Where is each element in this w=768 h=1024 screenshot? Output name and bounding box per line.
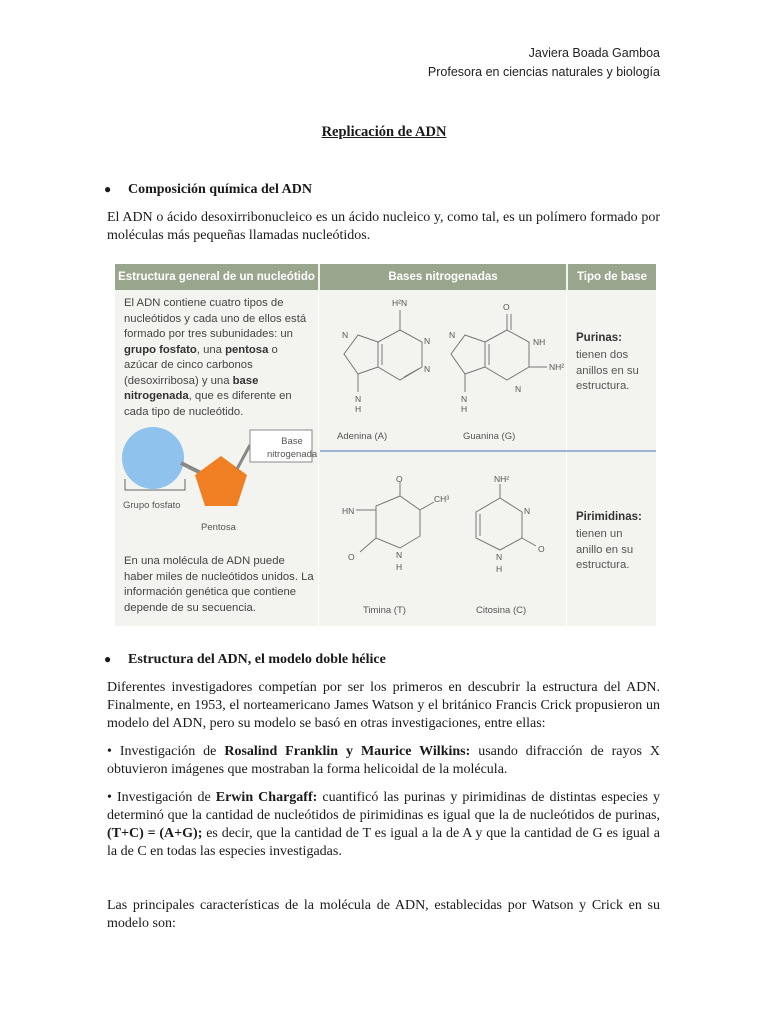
svg-text:N: N [496,552,503,562]
svg-text:NH: NH [533,337,546,347]
label-pentosa: Pentosa [201,522,236,533]
adenine-structure [320,292,450,422]
row-divider [320,450,656,452]
bullet-icon: ● [104,652,112,666]
phosphate-circle [122,427,184,489]
svg-text:N: N [461,394,468,404]
bullet-icon: ● [104,182,112,196]
section2-heading-text: Estructura del ADN, el modelo doble hélice [128,652,386,667]
svg-text:N: N [424,364,431,374]
author-role: Profesora en ciencias naturales y biología [427,65,660,79]
svg-text:NH²: NH² [494,476,510,484]
label-fosfato: Grupo fosfato [123,500,181,511]
nucleotide-intro: El ADN contiene cuatro tipos de nucleótidos y cada uno de ellos está formado por tres subunidades: un grupo fosfato, una pentosa o azúcar de cinco carbonos (desoxirribosa) y una base nitrogenada, que es diferente en cada tipo de nucleótido. [124,297,307,418]
figure-header-structure: Estructura general de un nucleótido [115,264,318,290]
svg-text:O: O [503,302,510,312]
column-divider [318,290,319,626]
cytosine-structure [450,476,565,601]
svg-text:H: H [396,562,403,572]
author-block [428,44,660,82]
figure-header-type: Tipo de base [568,264,656,290]
svg-text:CH³: CH³ [434,494,450,504]
section2-paragraph-chargaff: • Investigación de Erwin Chargaff: cuantificó las purinas y pirimidinas de distintas especies y determinó que la cantidad de nucleótidos de pirimidinas es igual que la de nucleótidos de purinas, (T+C) = (A+G); es decir, que la cantidad de T es igual a la de A y que la cantidad de G es igual a la de C en todas las especies investigadas. [107,790,660,859]
section2-paragraph-1: Diferentes investigadores competían por ser los primeros en descubrir la estructura del ADN. Finalmente, en 1953, el norteamericano James Watson y el británico Francis Crick propusieron un modelo del ADN, pero su modelo se basó en otras investigaciones, entre ellas: [107,680,660,731]
svg-text:H²N: H²N [392,298,408,308]
section1-paragraph: El ADN o ácido desoxirribonucleico es un ácido nucleico y, como tal, es un polímero formado por moléculas más pequeñas llamadas nucleótidos. [107,210,660,243]
timina-label: Timina (T) [363,605,406,616]
adenina-label: Adenina (A) [337,431,388,442]
svg-text:H: H [461,404,468,414]
document-title: Replicación de ADN [321,124,447,140]
svg-text:O: O [396,476,403,484]
svg-text:HN: HN [342,506,355,516]
svg-text:N: N [515,384,522,394]
pirimidinas-title: Pirimidinas: [576,511,642,523]
svg-text:N: N [342,330,349,340]
section1-heading [104,182,312,198]
svg-text:O: O [348,552,355,562]
author-name: Javiera Boada Gamboa [528,46,660,60]
svg-text:N: N [424,336,431,346]
purinas-text: tienen dos anillos en su estructura. [576,349,639,392]
svg-text:O: O [538,544,545,554]
pirimidinas-text: tienen un anillo en su estructura. [576,528,634,571]
nucleotide-figure [115,264,656,626]
figure-header-bases: Bases nitrogenadas [320,264,566,290]
guanine-structure [435,292,570,422]
svg-text:H: H [496,564,503,574]
section2-paragraph-franklin: • Investigación de Rosalind Franklin y Maurice Wilkins: usando difracción de rayos X obtuvieron imágenes que mostraban la forma helicoidal de la molécula. [107,744,660,777]
section2-heading [104,652,386,668]
guanina-label: Guanina (G) [463,431,516,442]
svg-text:N: N [449,330,456,340]
section1-heading-text: Composición química del ADN [128,182,312,197]
nucleotide-outro: En una molécula de ADN puede haber miles de nucleótidos unidos. La información genética que contiene depende de su secuencia. [124,555,314,614]
svg-text:N: N [524,506,531,516]
section2-paragraph-4: Las principales características de la molécula de ADN, establecidas por Watson y Crick en su modelo son: [107,898,660,931]
purinas-title: Purinas: [576,332,623,344]
svg-text:N: N [355,394,362,404]
svg-text:NH²: NH² [549,362,565,372]
thymine-structure [320,476,450,601]
label-base: Base nitrogenada [267,436,318,460]
citosina-label: Citosina (C) [476,605,527,616]
svg-text:N: N [396,550,403,560]
svg-text:H: H [355,404,362,414]
